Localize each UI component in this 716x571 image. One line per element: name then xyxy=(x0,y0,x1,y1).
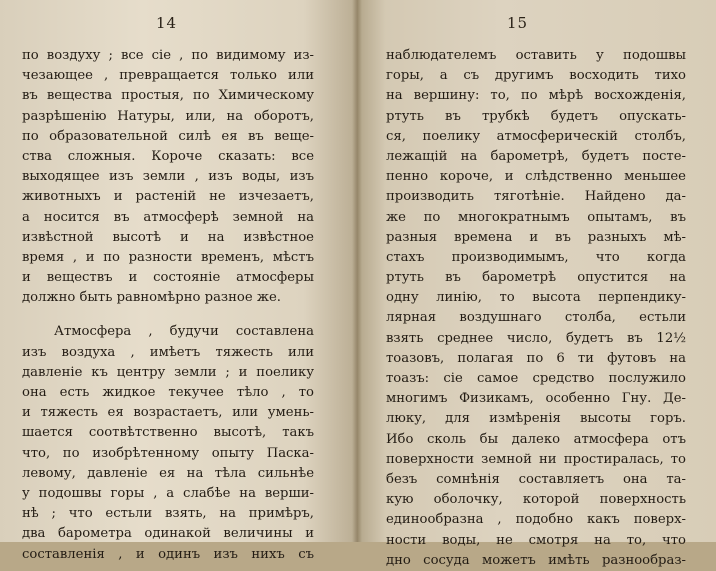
right-page-text xyxy=(386,46,686,571)
text-line: два барометра одинакой величины и xyxy=(22,526,314,542)
text-line: стахъ производимымъ, что когда xyxy=(386,249,686,265)
page-number-left: 14 xyxy=(156,14,178,32)
left-page-text xyxy=(22,46,314,565)
text-line: многимъ Физикамъ, особенно Гну. Де- xyxy=(386,391,686,407)
text-line: она есть жидкое текучее тѣло , то xyxy=(22,385,314,400)
text-line: ства сложныя. Короче сказать: все xyxy=(22,148,314,164)
text-line: чезающее , превращается только или xyxy=(22,68,314,84)
text-line: давленіе къ центру земли ; и поелику xyxy=(22,364,314,380)
text-line: наблюдателемъ оставить у подошвы xyxy=(386,48,686,63)
text-line: разрѣшенію Натуры, или, на оборотъ, xyxy=(22,108,314,124)
text-line: ности воды, не смотря на то, что xyxy=(386,532,686,548)
text-line: Ибо сколь бы далеко атмосфера отъ xyxy=(386,431,686,447)
text-line: составленія , и одинъ изъ нихъ съ xyxy=(22,546,314,562)
text-line: должно быть равномѣрно разное же. xyxy=(22,290,281,306)
text-line: по образовательной силѣ ея въ веще- xyxy=(22,128,314,144)
paragraph-gap xyxy=(22,308,314,322)
page-number-right: 15 xyxy=(507,14,529,32)
text-line: одну линію, то высота перпендику- xyxy=(386,290,686,306)
text-line: тоазъ: сіе самое средство послужило xyxy=(386,371,686,386)
text-line: тоазовъ, полагая по 6 ти футовъ на xyxy=(386,350,686,366)
right-page xyxy=(357,0,716,568)
text-line: и тяжесть ея возрастаетъ, или умень- xyxy=(22,405,314,421)
text-line: а носится въ атмосферѣ земной на xyxy=(22,209,314,225)
text-line: ся, поелику атмосферическій столбъ, xyxy=(386,128,686,144)
text-line: же по многократнымъ опытамъ, въ xyxy=(386,209,686,225)
text-line: поверхности земной ни простиралась, то xyxy=(386,451,686,467)
text-line: горы, а съ другимъ восходить тихо xyxy=(386,68,686,84)
text-line: люку, для измѣренія высоты горъ. xyxy=(386,411,686,427)
paragraph xyxy=(22,322,314,564)
text-line: лежащій на барометрѣ, будетъ посте- xyxy=(386,148,686,164)
text-line: ртуть въ барометрѣ опустится на xyxy=(386,270,686,286)
text-line: Атмосфера , будучи составлена xyxy=(54,324,314,340)
text-line: левому, давленіе ея на тѣла сильнѣе xyxy=(22,465,314,481)
text-line: шается соотвѣтственно высотѣ, такъ xyxy=(22,425,314,441)
text-line: взять среднее число, будетъ въ 12½ xyxy=(386,330,686,346)
text-line: изъ воздуха , имѣетъ тяжесть или xyxy=(22,344,314,360)
text-line: дно сосуда можетъ имѣть разнообраз- xyxy=(386,552,686,568)
text-line: что, по изобрѣтенному опыту Паска- xyxy=(22,445,314,461)
text-line: животныхъ и растеній не изчезаетъ, xyxy=(22,189,314,205)
text-line: безъ сомнѣнія составляетъ она та- xyxy=(386,471,686,487)
text-line: ртуть въ трубкѣ будетъ опускать- xyxy=(386,108,686,124)
text-line: лярная воздушнаго столба, естьли xyxy=(386,310,686,326)
text-line: по воздуху ; все сіе , по видимому из- xyxy=(22,48,314,63)
text-line: извѣстной высотѣ и на извѣстное xyxy=(22,229,314,245)
text-line: нѣ ; что естьли взять, на примѣръ, xyxy=(22,506,314,522)
text-line: производить тяготѣніе. Найдено да- xyxy=(386,189,686,205)
paragraph xyxy=(22,46,314,308)
left-page xyxy=(0,0,357,562)
text-line: на вершину: то, по мѣрѣ восхожденія, xyxy=(386,88,686,104)
text-line: пенно короче, и слѣдственно меньшее xyxy=(386,169,686,185)
text-line: у подошвы горы , а слабѣе на верши- xyxy=(22,485,314,501)
text-line: выходящее изъ земли , изъ воды, изъ xyxy=(22,169,314,185)
text-line: разныя времена и въ разныхъ мѣ- xyxy=(386,229,686,245)
text-line: и веществъ и состояніе атмосферы xyxy=(22,270,314,286)
text-line: кую оболочку, которой поверхность xyxy=(386,492,686,508)
text-line: единообразна , подобно какъ поверх- xyxy=(386,512,686,528)
book-gutter xyxy=(352,0,362,542)
text-line: время , и по разности временъ, мѣстъ xyxy=(22,249,314,265)
text-line: въ вещества простыя, по Химическому xyxy=(22,88,314,104)
